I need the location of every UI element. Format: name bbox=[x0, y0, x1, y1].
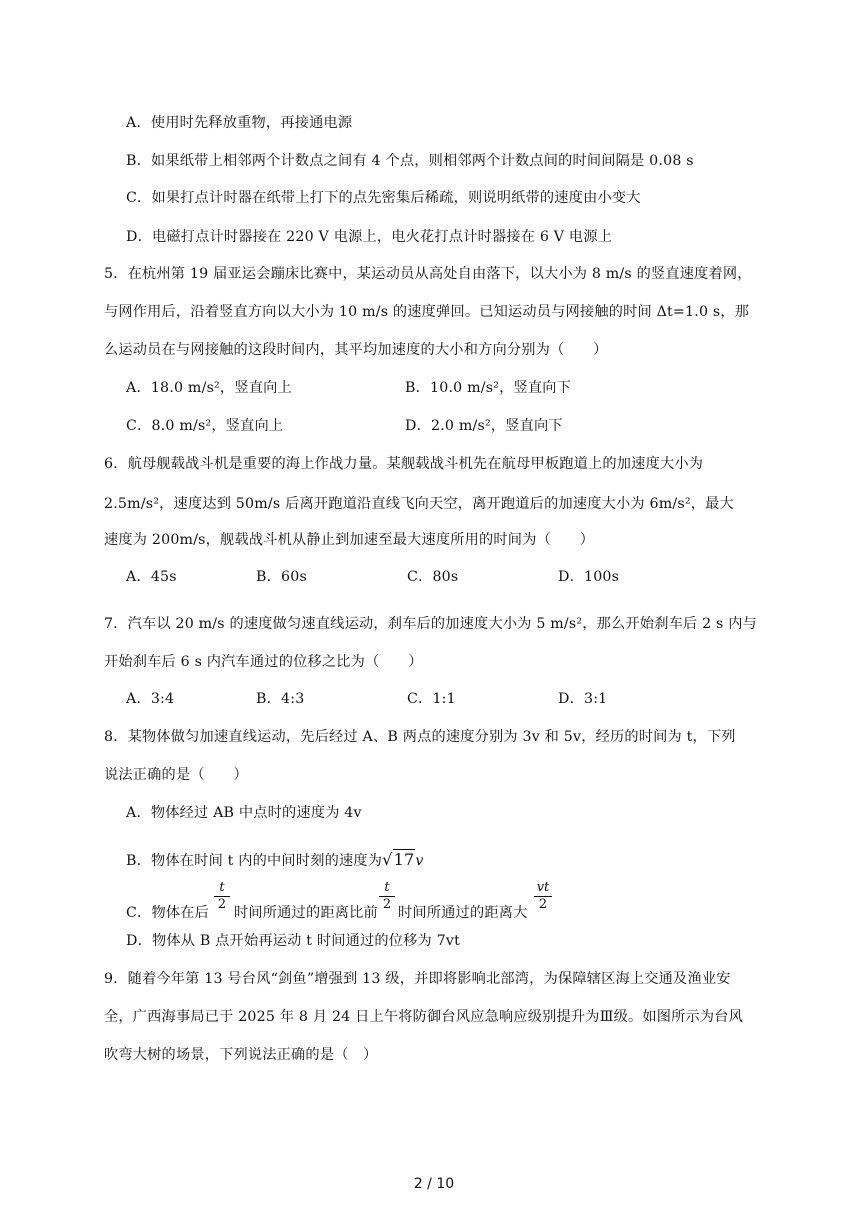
q9-stem-line3: 吹弯大树的场景，下列说法正确的是（ ） bbox=[104, 1047, 378, 1063]
q5-option-a: A．18.0 m/s²，竖直向上 bbox=[126, 380, 292, 396]
q8-stem-line1: 8．某物体做匀加速直线运动，先后经过 A、B 两点的速度分别为 3v 和 5v，经历的时间为 t，下列 bbox=[104, 729, 736, 745]
q6-stem-line3: 速度为 200m/s，舰载战斗机从静止到加速至最大速度所用的时间为（ ） bbox=[104, 532, 595, 548]
q5-stem-line1: 5．在杭州第 19 届亚运会蹦床比赛中，某运动员从高处自由落下，以大小为 8 m/s 的竖直速度着网， bbox=[104, 266, 752, 282]
q6-option-a: A．45s bbox=[126, 569, 177, 585]
q7-option-b: B．4:3 bbox=[256, 691, 305, 707]
q5-stem-line3: 么运动员在与网接触的这段时间内，其平均加速度的大小和方向分别为（ ） bbox=[104, 342, 608, 358]
q8-stem-line2: 说法正确的是（ ） bbox=[104, 767, 248, 783]
q6-option-b: B．60s bbox=[256, 569, 307, 585]
q8-option-c-part1: C．物体在后 bbox=[126, 905, 209, 921]
fraction-vt-over-2 bbox=[531, 880, 555, 912]
q8-option-b-text: B．物体在时间 t 内的中间时刻的速度为 bbox=[126, 853, 383, 869]
q7-option-c: C．1:1 bbox=[407, 691, 456, 707]
fraction-numerator: vt bbox=[536, 880, 550, 895]
q5-option-b: B．10.0 m/s²，竖直向下 bbox=[405, 380, 572, 396]
q6-stem-line2: 2.5m/s²，速度达到 50m/s 后离开跑道沿直线飞向天空，离开跑道后的加速度大小为 6m/s²，最大 bbox=[104, 496, 734, 512]
q4-option-b: B．如果纸带上相邻两个计数点之间有 4 个点，则相邻两个计数点间的时间间隔是 0.08 s bbox=[126, 153, 694, 169]
page-number: 2 / 10 bbox=[413, 1176, 455, 1192]
q8-option-b-var: v bbox=[415, 853, 424, 869]
fraction-denominator: 2 bbox=[217, 897, 227, 912]
q8-option-d: D．物体从 B 点开始再运动 t 时间通过的位移为 7vt bbox=[126, 933, 460, 949]
q6-option-c: C．80s bbox=[407, 569, 459, 585]
fraction-numerator: t bbox=[219, 880, 225, 895]
q8-option-b bbox=[126, 849, 424, 871]
q9-stem-line2: 全，广西海事局已于 2025 年 8 月 24 日上午将防御台风应急响应级别提升为Ⅲ级。如图所示为台风 bbox=[104, 1009, 744, 1025]
q7-option-a: A．3:4 bbox=[126, 691, 175, 707]
q7-stem-line1: 7．汽车以 20 m/s 的速度做匀速直线运动，刹车后的加速度大小为 5 m/s²，那么开始刹车后 2 s 内与 bbox=[104, 616, 757, 632]
sqrt-expression: √17 bbox=[382, 850, 415, 869]
q5-option-c: C．8.0 m/s²，竖直向上 bbox=[126, 418, 284, 434]
q5-option-d: D．2.0 m/s²，竖直向下 bbox=[405, 418, 563, 434]
fraction-t-over-2-first bbox=[211, 880, 233, 912]
sqrt-radicand: 17 bbox=[393, 850, 415, 869]
q9-stem-line1: 9．随着今年第 13 号台风“剑鱼”增强到 13 级，并即将影响北部湾，为保障辖区海上交通及渔业安 bbox=[104, 971, 731, 987]
q4-option-c: C．如果打点计时器在纸带上打下的点先密集后稀疏，则说明纸带的速度由小变大 bbox=[126, 190, 641, 206]
fraction-denominator: 2 bbox=[382, 897, 392, 912]
fraction-numerator: t bbox=[384, 880, 390, 895]
q5-stem-line2: 与网作用后，沿着竖直方向以大小为 10 m/s 的速度弹回。已知运动员与网接触的时间 Δt=1.0 s，那 bbox=[104, 304, 750, 320]
q4-option-a: A．使用时先释放重物，再接通电源 bbox=[126, 115, 353, 131]
q6-option-d: D．100s bbox=[558, 569, 620, 585]
q4-option-d: D．电磁打点计时器接在 220 V 电源上，电火花打点计时器接在 6 V 电源上 bbox=[126, 229, 613, 245]
fraction-t-over-2-second bbox=[376, 880, 398, 912]
q7-option-d: D．3:1 bbox=[558, 691, 608, 707]
q8-option-c-part3: 时间所通过的距离大 bbox=[398, 905, 528, 921]
q7-stem-line2: 开始刹车后 6 s 内汽车通过的位移之比为（ ） bbox=[104, 654, 423, 670]
q8-option-a: A．物体经过 AB 中点时的速度为 4v bbox=[126, 805, 362, 821]
q8-option-c-part2: 时间所通过的距离比前 bbox=[234, 905, 378, 921]
fraction-denominator: 2 bbox=[538, 897, 548, 912]
q6-stem-line1: 6．航母舰载战斗机是重要的海上作战力量。某舰载战斗机先在航母甲板跑道上的加速度大小为 bbox=[104, 456, 704, 472]
